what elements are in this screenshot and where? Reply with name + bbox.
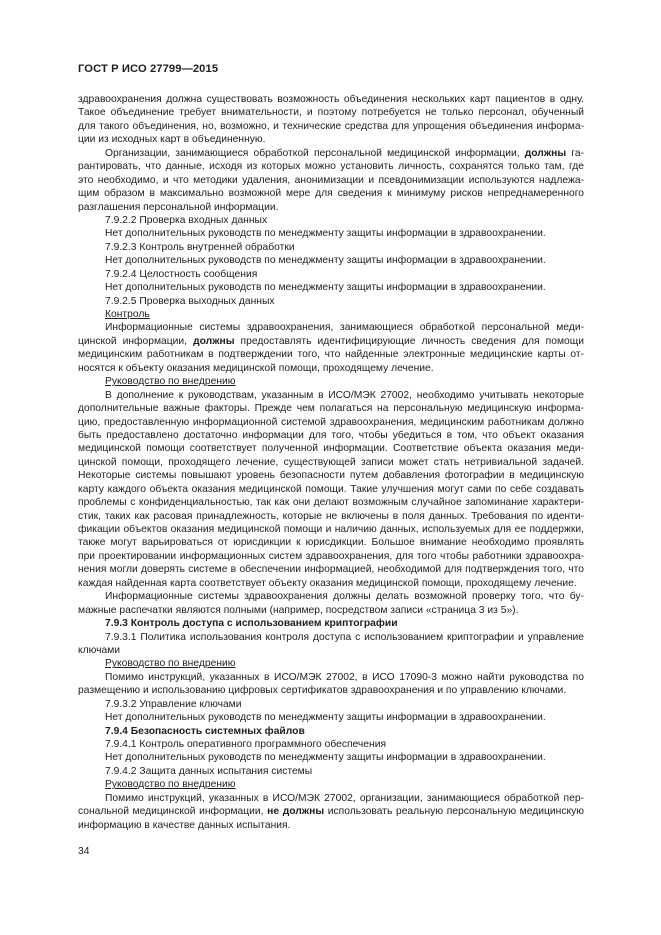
text-line (78, 174, 584, 187)
text-segment: цинской помощи, проходящего лечение, существующей записи может стать нетривиальной задачей. (78, 456, 584, 468)
paragraph (78, 711, 584, 724)
text-line (78, 402, 584, 415)
text-line (78, 778, 584, 791)
text-line (78, 725, 584, 738)
text-segment: Руководство по внедрению (105, 779, 236, 791)
text-line (78, 483, 584, 496)
text-segment: цию, предоставленную информационной системой здравоохранения, медицинским работникам должно (78, 416, 584, 428)
text-line (78, 657, 584, 670)
text-segment: Помимо инструкций, указанных в ИСО/МЭК 27002, организации, занимающиеся обработкой пер- (105, 792, 584, 804)
text-line (78, 321, 584, 334)
text-segment: Контроль (105, 309, 150, 320)
text-line (78, 684, 584, 697)
text-line (78, 281, 584, 294)
text-segment: Нет дополнительных руководств по менеджменту защиты информации в здравоохранении. (105, 752, 546, 764)
text-line (78, 160, 584, 173)
text-segment: здравоохранения должна существовать возможность объединения нескольких карт пациентов в одну. (78, 94, 584, 105)
paragraph (78, 631, 584, 658)
text-segment: Организации, занимающиеся обработкой персональной медицинской информации, (105, 147, 525, 159)
text-segment: 7.9.4.2 Защита данных испытания системы (105, 765, 313, 777)
paragraph (78, 147, 584, 214)
paragraph (78, 765, 584, 778)
text-line (78, 805, 584, 818)
text-line (78, 120, 584, 133)
paragraph (78, 792, 584, 832)
subheading (78, 657, 584, 670)
text-line (78, 93, 584, 106)
text-line (78, 469, 584, 482)
section-heading (78, 617, 584, 630)
text-line (78, 496, 584, 509)
subheading (78, 778, 584, 791)
text-line (78, 308, 584, 321)
text-segment: предоставлять идентифицирующие личность сведения для помощи (234, 335, 584, 347)
text-segment: цинской информации, (78, 335, 194, 347)
document-header: ГОСТ Р ИСО 27799—2015 (78, 63, 219, 75)
text-line (78, 671, 584, 684)
emphasis-text: не должны (267, 806, 325, 818)
text-line (78, 389, 584, 402)
paragraph (78, 698, 584, 711)
paragraph (78, 227, 584, 240)
text-line (78, 456, 584, 469)
text-line (78, 133, 584, 146)
text-line (78, 442, 584, 455)
text-line (78, 201, 584, 214)
text-line (78, 631, 584, 644)
text-segment: 7.9.2.3 Контроль внутренней обработки (105, 241, 295, 253)
text-segment: быть предоставлено достаточно информации для того, чтобы убедиться в том, что объект оказания (78, 429, 584, 441)
text-line (78, 536, 584, 549)
text-segment: разглашения персональной информации. (78, 201, 279, 213)
text-line (78, 617, 584, 630)
paragraph (78, 214, 584, 227)
paragraph (78, 254, 584, 267)
document-body (78, 93, 584, 832)
text-segment: дополнительные важные факторы. Прежде чем полагаться на персональную медицинскую информа- (78, 403, 584, 415)
emphasis-text: должны (524, 147, 567, 159)
text-line (78, 698, 584, 711)
paragraph (78, 751, 584, 764)
text-line (78, 335, 584, 348)
paragraph (78, 93, 584, 147)
paragraph (78, 738, 584, 751)
text-segment: Руководство по внедрению (105, 658, 236, 670)
text-line (78, 510, 584, 523)
text-line (78, 604, 584, 617)
text-line (78, 416, 584, 429)
text-segment: га- (566, 147, 585, 159)
text-segment: рантировать, что данные, исходя из которых можно установить личность, сохранятся только там, где (78, 161, 584, 173)
text-segment: Нет дополнительных руководств по менеджменту защиты информации в здравоохранении. (105, 228, 546, 240)
text-line (78, 563, 584, 576)
paragraph (78, 590, 584, 617)
text-segment: В дополнение к руководствам, указанным в ИСО/МЭК 27002, необходимо учитывать некоторые (105, 389, 584, 401)
page-number: 34 (78, 846, 90, 857)
text-segment: каждая найденная карта соответствует объекту оказания медицинской помощи, проходящему лечение. (78, 577, 577, 589)
text-line (78, 711, 584, 724)
text-line (78, 590, 584, 603)
text-line (78, 362, 584, 375)
text-line (78, 644, 584, 657)
text-line (78, 187, 584, 200)
text-segment: нения могли доверять системе в обеспечении информацией, необходимой для подтверждения того, что (78, 564, 584, 576)
text-line (78, 577, 584, 590)
text-line (78, 254, 584, 267)
text-segment: щим образом в максимально возможной мере для сведения к минимуму рисков непреднамеренного (78, 188, 584, 200)
text-segment: мажные распечатки являются полными (например, посредством записи «страница 3 из 5»). (78, 604, 519, 616)
text-segment: проблемы с конфиденциальностью, так как они делают возможным случайное запоминание характери- (78, 497, 584, 509)
text-segment: Информационные системы здравоохранения должны делать возможной проверку того, что бу- (105, 591, 584, 603)
text-segment: Нет дополнительных руководств по менеджменту защиты информации в здравоохранении. (105, 255, 546, 267)
text-segment: 7.9.2.5 Проверка выходных данных (105, 295, 275, 307)
emphasis-text: должны (193, 335, 235, 347)
text-segment: 7.9.3.2 Управление ключами (105, 698, 242, 710)
text-line (78, 147, 584, 160)
text-line (78, 792, 584, 805)
text-segment: это необходимо, и что методики удаления, анонимизации и псевдонимизации используются надлежа- (78, 174, 584, 186)
text-segment: носятся к объекту оказания медицинской помощи, проходящему лечение. (78, 362, 434, 374)
text-segment: Такое объединение требует внимательности, и поэтому потребуется не только персонал, обученный (78, 107, 584, 119)
text-segment: Нет дополнительных руководств по менеджменту защиты информации в здравоохранении. (105, 282, 546, 294)
paragraph (78, 389, 584, 591)
text-line (78, 751, 584, 764)
text-line (78, 214, 584, 227)
text-segment: ции из исходных карт в объединенную. (78, 134, 266, 146)
paragraph (78, 321, 584, 375)
text-line (78, 227, 584, 240)
text-segment: 7.9.4.1 Контроль оперативного программного обеспечения (105, 739, 387, 750)
paragraph (78, 268, 584, 281)
text-segment: информацию в качестве данных испытания. (78, 819, 291, 831)
text-segment: 7.9.2.2 Проверка входных данных (105, 214, 268, 226)
text-line (78, 819, 584, 832)
text-segment: 7.9.3.1 Политика использования контроля доступа с использованием криптографии и управление (105, 631, 584, 643)
section-heading (78, 725, 584, 738)
text-line (78, 106, 584, 119)
text-segment: 7.9.3 Контроль доступа с использованием криптографии (105, 618, 398, 630)
paragraph (78, 281, 584, 294)
text-segment: для такого объединения, но, возможно, и технические средства для упрощения объединения информа- (78, 120, 584, 132)
text-line (78, 429, 584, 442)
text-segment: при проектировании информационных систем здравоохранения, для того чтобы работники здравоохра- (78, 550, 584, 562)
paragraph (78, 295, 584, 308)
text-line (78, 738, 584, 751)
text-line (78, 523, 584, 536)
text-line (78, 765, 584, 778)
text-segment: медицинской помощи соответствует полученной информации. Соответствие объекта оказания меди- (78, 443, 584, 455)
paragraph (78, 671, 584, 698)
text-line (78, 241, 584, 254)
paragraph (78, 241, 584, 254)
text-segment: размещению и использованию цифровых сертификатов здравоохранения и по управлению ключами. (78, 685, 567, 697)
text-segment: 7.9.4 Безопасность системных файлов (105, 725, 305, 737)
text-segment: Некоторые системы повышают уровень безопасности путем добавления фотографии в медицинскую (78, 470, 584, 482)
text-line (78, 295, 584, 308)
text-segment: Информационные системы здравоохранения, занимающиеся обработкой персональной меди- (105, 322, 584, 334)
text-segment: также могут варьироваться от юрисдикции к юрисдикции. Большое внимание необходимо проявлять (78, 537, 584, 549)
text-segment: 7.9.2.4 Целостность сообщения (105, 268, 258, 280)
subheading (78, 308, 584, 321)
text-segment: использовать реальную персональную медицинскую (324, 806, 584, 818)
text-segment: сональной медицинской информации, (78, 806, 268, 818)
text-segment: стик, таких как расовая принадлежность, которые не включены в поля данных. Требования по иденти- (78, 510, 584, 522)
text-line (78, 348, 584, 361)
text-segment: медицинским работникам в подтверждении того, что найденные электронные медицинские карты от- (78, 349, 584, 361)
text-segment: карту каждого объекта оказания медицинской помощи. Такие улучшения могут сами по себе создавать (78, 483, 584, 495)
text-segment: фикации объектов оказания медицинской помощи и наличию данных, используемых для ее поддержки, (78, 524, 584, 535)
text-line (78, 550, 584, 563)
text-segment: Руководство по внедрению (105, 376, 236, 388)
text-line (78, 268, 584, 281)
text-line (78, 375, 584, 388)
text-segment: Нет дополнительных руководств по менеджменту защиты информации в здравоохранении. (105, 712, 546, 724)
text-segment: ключами (78, 644, 121, 656)
text-segment: Помимо инструкций, указанных в ИСО/МЭК 27002, в ИСО 17090-3 можно найти руководства по (105, 671, 584, 683)
subheading (78, 375, 584, 388)
